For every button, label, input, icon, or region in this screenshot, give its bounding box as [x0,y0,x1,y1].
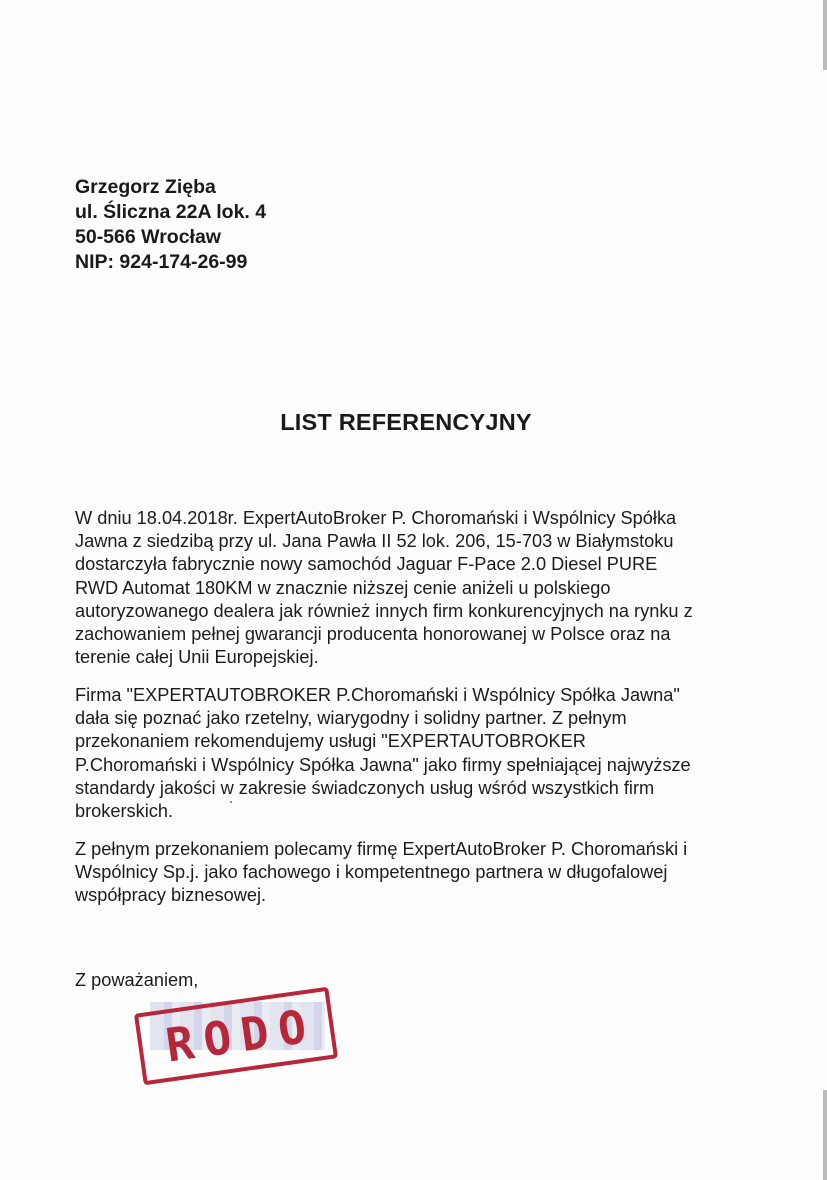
sender-city: 50-566 Wrocław [75,226,221,248]
paragraph-line: RWD Automat 180KM w znacznie niższej cenie aniżeli u polskiego [75,577,611,598]
stamp-text: RODO [162,998,320,1073]
paragraph-line: terenie całej Unii Europejskiej. [75,647,319,668]
paragraph-line: przekonaniem rekomendujemy usługi "EXPERTAUTOBROKER [75,731,586,752]
paragraph-line: Z pełnym przekonaniem polecamy firmę ExpertAutoBroker P. Choromański i [75,839,688,859]
paragraph-line: Wspólnicy Sp.j. jako fachowego i kompetentnego partnera w długofalowej [75,862,668,883]
sender-name: Grzegorz Zięba [75,176,216,198]
sender-block [75,175,266,275]
paragraph-2 [75,684,775,823]
sender-street: ul. Śliczna 22A lok. 4 [75,201,267,223]
paragraph-line: Firma "EXPERTAUTOBROKER P.Choromański i Wspólnicy Spółka Jawna" [75,685,680,705]
scan-edge-mark [823,1090,827,1180]
paragraph-line: zachowaniem pełnej gwarancji producenta honorowanej w Polsce oraz na [75,624,671,645]
paragraph-line: W dniu 18.04.2018r. ExpertAutoBroker P. Choromański i Wspólnicy Spółka [75,508,677,528]
scan-speck [230,801,232,803]
paragraph-line: dostarczyła fabrycznie nowy samochód Jaguar F-Pace 2.0 Diesel PURE [75,554,658,575]
paragraph-line: Jawna z siedzibą przy ul. Jana Pawła II 52 lok. 206, 15-703 w Białymstoku [75,531,674,552]
document-title: LIST REFERENCYJNY [280,409,532,435]
paragraph-line: współpracy biznesowej. [75,885,267,906]
paragraph-line: autoryzowanego dealera jak również innych firm konkurencyjnych na rynku z [75,600,693,621]
paragraph-line: brokerskich. [75,801,174,822]
paragraph-line: standardy jakości w zakresie świadczonych usług wśród wszystkich firm [75,777,655,798]
closing-salutation: Z poważaniem, [75,970,199,990]
paragraph-3 [75,838,775,908]
paragraph-1 [75,507,775,669]
scan-edge-mark [823,0,827,70]
signature-area [120,990,350,1100]
paragraph-line: P.Choromański i Wspólnicy Spółka Jawna" jako firmy spełniającej najwyższe [75,754,691,775]
paragraph-line: dała się poznać jako rzetelny, wiarygodny i solidny partner. Z pełnym [75,708,627,729]
sender-nip: NIP: 924-174-26-99 [75,251,248,273]
